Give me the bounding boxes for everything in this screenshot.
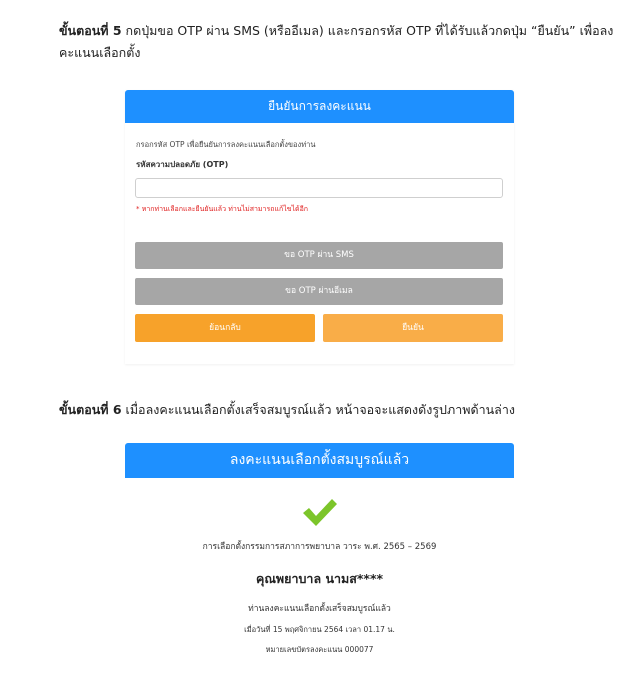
- confirm-vote-card: [125, 90, 514, 364]
- vote-timestamp: เมื่อวันที่ 15 พฤศจิกายน 2564 เวลา 01.17 น.: [244, 625, 395, 634]
- back-button[interactable]: ย้อนกลับ: [135, 314, 315, 342]
- otp-input[interactable]: [135, 178, 503, 198]
- voter-name: คุณพยาบาล นามส****: [255, 571, 384, 586]
- step-6-instruction: [59, 399, 619, 421]
- step-6-text: เมื่อลงคะแนนเลือกตั้งเสร็จสมบูรณ์แล้ว หน้าจอจะแสดงดังรูปภาพด้านล่าง: [125, 402, 515, 417]
- confirm-button[interactable]: ยืนยัน: [323, 314, 503, 342]
- step-5-label: ขั้นตอนที่ 5: [59, 23, 122, 38]
- vote-complete-card: [125, 443, 514, 673]
- ballot-number: หมายเลขบัตรลงคะแนน 000077: [265, 645, 374, 654]
- request-otp-email-button[interactable]: ขอ OTP ผ่านอีเมล: [135, 278, 503, 305]
- vote-complete-header: ลงคะแนนเลือกตั้งสมบูรณ์แล้ว: [125, 443, 514, 478]
- warning-text: * หากท่านเลือกและยืนยันแล้ว ท่านไม่สามารถแก้ไขได้อีก: [136, 205, 309, 213]
- request-otp-sms-button[interactable]: ขอ OTP ผ่าน SMS: [135, 242, 503, 269]
- otp-label: รหัสความปลอดภัย (OTP): [136, 160, 229, 169]
- step-5-text: กดปุ่มขอ OTP ผ่าน SMS (หรืออีเมล) และกรอกรหัส OTP ที่ได้รับแล้วกดปุ่ม “ยืนยัน” เพื่อลงคะแนนเลือกตั้ง: [59, 23, 614, 60]
- completion-message: ท่านลงคะแนนเลือกตั้งเสร็จสมบูรณ์แล้ว: [248, 604, 391, 614]
- otp-instruction: กรอกรหัส OTP เพื่อยืนยันการลงคะแนนเลือกตั้งของท่าน: [136, 140, 316, 149]
- check-icon: [301, 496, 339, 528]
- step-6-label: ขั้นตอนที่ 6: [59, 402, 122, 417]
- step-5-instruction: [59, 20, 619, 64]
- election-title: การเลือกตั้งกรรมการสภาการพยาบาล วาระ พ.ศ. 2565 – 2569: [202, 542, 437, 552]
- confirm-vote-header: ยืนยันการลงคะแนน: [125, 90, 514, 123]
